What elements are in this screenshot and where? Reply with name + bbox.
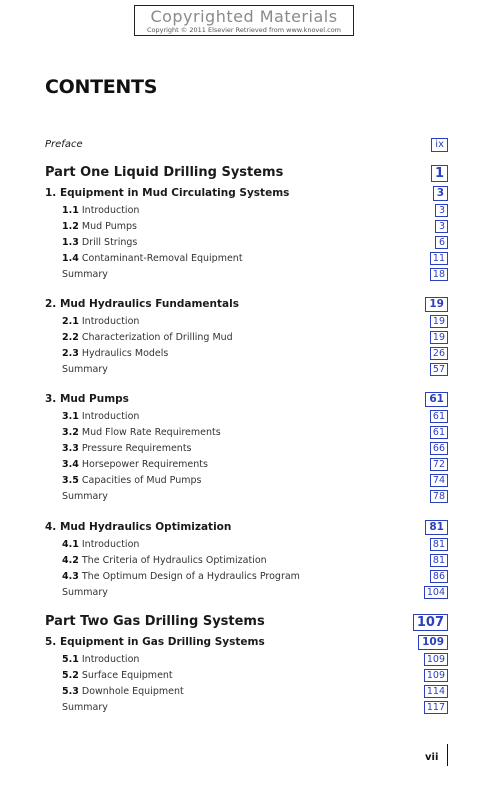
page-number-rule <box>447 744 448 766</box>
section-title: Summary <box>62 491 108 502</box>
section-title: Summary <box>62 702 108 713</box>
section-title: Contaminant-Removal Equipment <box>81 253 243 264</box>
toc-part-label: Part Two Gas Drilling Systems <box>45 614 265 629</box>
toc-page-link[interactable]: 109 <box>424 653 448 666</box>
section-title: Capacities of Mud Pumps <box>81 475 202 486</box>
toc-chapter <box>0 392 488 408</box>
toc-section <box>0 346 488 362</box>
section-title: Drill Strings <box>81 237 138 248</box>
section-number: 3.2 <box>62 427 79 438</box>
toc-page-link[interactable]: 109 <box>424 669 448 682</box>
banner-subtitle: Copyright © 2011 Elsevier Retrieved from www.knovel.com <box>146 26 342 34</box>
toc-page-link[interactable]: 107 <box>413 614 448 631</box>
section-title: Hydraulics Models <box>81 348 169 359</box>
toc-page-link[interactable]: 3 <box>433 186 448 201</box>
toc-section <box>0 251 488 267</box>
toc-chapter-label: 4. Mud Hydraulics Optimization <box>45 521 232 533</box>
section-title: Introduction <box>81 205 140 216</box>
section-title: Introduction <box>81 539 140 550</box>
toc-part <box>0 614 488 630</box>
section-number: 1.2 <box>62 221 79 232</box>
toc-page-link[interactable]: 78 <box>430 490 448 503</box>
toc-page-link[interactable]: 1 <box>431 165 448 182</box>
section-number: 4.2 <box>62 555 79 566</box>
section-title: Downhole Equipment <box>81 686 184 697</box>
section-title: Mud Flow Rate Requirements <box>81 427 221 438</box>
section-number: 3.4 <box>62 459 79 470</box>
banner-title: Copyrighted Materials <box>150 7 338 26</box>
section-number: 3.5 <box>62 475 79 486</box>
section-number: 4.3 <box>62 571 79 582</box>
toc-page-link[interactable]: 19 <box>430 331 448 344</box>
toc-page-link[interactable]: 81 <box>430 538 448 551</box>
toc-section <box>0 585 488 601</box>
toc-section <box>0 314 488 330</box>
toc-chapter <box>0 635 488 651</box>
toc-page-link[interactable]: 72 <box>430 458 448 471</box>
toc-chapter-label: 5. Equipment in Gas Drilling Systems <box>45 636 265 648</box>
toc-part-label: Part One Liquid Drilling Systems <box>45 165 284 180</box>
section-title: Pressure Requirements <box>81 443 192 454</box>
toc-section <box>0 441 488 457</box>
toc-section <box>0 409 488 425</box>
section-title: Summary <box>62 364 108 375</box>
toc-page-link[interactable]: 6 <box>435 236 448 249</box>
toc-section <box>0 425 488 441</box>
section-number: 5.3 <box>62 686 79 697</box>
section-number: 3.1 <box>62 411 79 422</box>
section-title: Introduction <box>81 411 140 422</box>
section-title: Summary <box>62 587 108 598</box>
toc-part <box>0 165 488 181</box>
section-number: 5.1 <box>62 654 79 665</box>
toc-section <box>0 219 488 235</box>
toc-section <box>0 267 488 283</box>
toc-page-link[interactable]: 26 <box>430 347 448 360</box>
toc-page-link[interactable]: 86 <box>430 570 448 583</box>
toc-chapter <box>0 520 488 536</box>
toc-section <box>0 330 488 346</box>
toc-page-link[interactable]: 19 <box>425 297 448 312</box>
toc-section <box>0 457 488 473</box>
toc-preface-label: Preface <box>45 139 83 150</box>
section-number: 5.2 <box>62 670 79 681</box>
toc-section <box>0 489 488 505</box>
toc-section <box>0 473 488 489</box>
toc-chapter-label: 3. Mud Pumps <box>45 393 129 405</box>
section-number: 1.3 <box>62 237 79 248</box>
toc-page-link[interactable]: 81 <box>430 554 448 567</box>
toc-section <box>0 362 488 378</box>
toc-section <box>0 569 488 585</box>
section-number: 4.1 <box>62 539 79 550</box>
section-title: Surface Equipment <box>81 670 173 681</box>
section-title: The Optimum Design of a Hydraulics Program <box>81 571 300 582</box>
section-title: Summary <box>62 269 108 280</box>
section-title: Characterization of Drilling Mud <box>81 332 233 343</box>
toc-page-link[interactable]: 61 <box>425 392 448 407</box>
toc-chapter <box>0 297 488 313</box>
section-title: Introduction <box>81 316 140 327</box>
toc-page-link[interactable]: 104 <box>424 586 448 599</box>
toc-chapter-label: 2. Mud Hydraulics Fundamentals <box>45 298 239 310</box>
contents-heading: CONTENTS <box>45 76 158 98</box>
section-title: Introduction <box>81 654 140 665</box>
toc-page-link[interactable]: 61 <box>430 410 448 423</box>
toc-page-link[interactable]: 109 <box>418 635 448 650</box>
toc-section <box>0 668 488 684</box>
toc-page-link[interactable]: 117 <box>424 701 448 714</box>
toc-page-link[interactable]: 19 <box>430 315 448 328</box>
toc-section <box>0 652 488 668</box>
toc-chapter-label: 1. Equipment in Mud Circulating Systems <box>45 187 290 199</box>
section-number: 2.1 <box>62 316 79 327</box>
toc-section <box>0 537 488 553</box>
toc-page-link[interactable]: ix <box>431 138 448 152</box>
toc-page-link[interactable]: 18 <box>430 268 448 281</box>
toc-section <box>0 235 488 251</box>
section-number: 2.2 <box>62 332 79 343</box>
toc-chapter <box>0 186 488 202</box>
copyright-banner <box>134 5 354 36</box>
toc-page-link[interactable]: 74 <box>430 474 448 487</box>
page-number: vii <box>425 752 439 763</box>
section-number: 2.3 <box>62 348 79 359</box>
toc-page-link[interactable]: 81 <box>425 520 448 535</box>
toc-page-link[interactable]: 61 <box>430 426 448 439</box>
toc-page-link[interactable]: 66 <box>430 442 448 455</box>
section-title: Horsepower Requirements <box>81 459 208 470</box>
section-title: Mud Pumps <box>81 221 137 232</box>
toc-section <box>0 684 488 700</box>
toc-section <box>0 700 488 716</box>
section-title: The Criteria of Hydraulics Optimization <box>81 555 267 566</box>
toc-page-link[interactable]: 57 <box>430 363 448 376</box>
toc-page-link[interactable]: 114 <box>424 685 448 698</box>
toc-page-link[interactable]: 3 <box>435 204 448 217</box>
section-number: 1.4 <box>62 253 79 264</box>
section-number: 1.1 <box>62 205 79 216</box>
toc-page-link[interactable]: 3 <box>435 220 448 233</box>
toc-section <box>0 553 488 569</box>
toc-preface <box>0 137 488 153</box>
section-number: 3.3 <box>62 443 79 454</box>
toc-page-link[interactable]: 11 <box>430 252 448 265</box>
toc-section <box>0 203 488 219</box>
